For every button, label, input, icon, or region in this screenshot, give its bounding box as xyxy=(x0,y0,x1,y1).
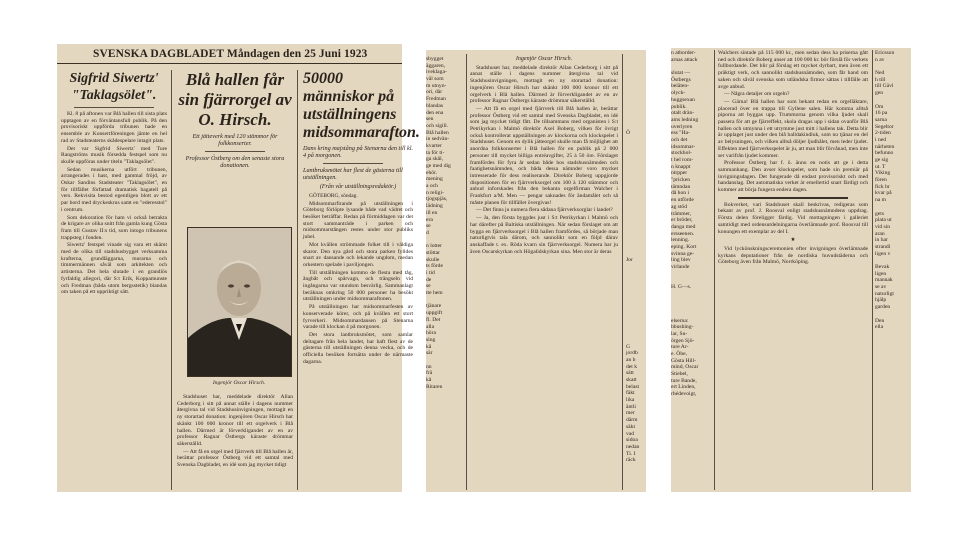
text-fragment: kvar på xyxy=(875,190,892,197)
text-fragment: se av xyxy=(875,284,887,291)
text-fragment: väl som xyxy=(426,76,444,83)
text-fragment xyxy=(875,204,911,211)
subhead: Lantbruksmötet har flest de gästerna till utställningen. xyxy=(303,166,403,181)
text-fragment xyxy=(626,103,648,110)
text-fragment: ts förde xyxy=(426,263,443,270)
text-fragment xyxy=(626,63,648,70)
text-fragment: d xyxy=(426,229,429,236)
text-fragment: Stiebel, xyxy=(671,371,688,377)
text-fragment: Ti. I xyxy=(626,450,636,457)
text-fragment: bbushing- xyxy=(671,324,694,331)
text-fragment: tjänare xyxy=(426,303,442,310)
text-fragment: in har xyxy=(875,237,888,244)
text-fragment: ella xyxy=(875,324,884,331)
text-fragment: tte hem xyxy=(426,290,443,297)
paragraph: — Att få en orgel med fjärrverk till Blå hallen är, berättar professor Östberg vid ett samtal med Svenska Dagbladet, en idé som jag mycket tidigt fått. De tillsammans med organisten i S:t Petrikyrkan i Malmö direktör Axel Boberg, vilken för övrigt också kontrollerat uppställningen av klockorna och klockspelet i Stadshuset. Genom en dylik jätteorgel skulle man få möjlighet att anordna folkkonserter i Blå hallen för en publik på 2 000 personer till mycket billiga entréavgifter, 25 à 50 öre. Förslaget framfördes för fyra år sedan både hos stadshusnämnden och faatighetsnämnden, och båda dessa nämnder voro mycket intresserade för dess realiserande. Direktör Boberg uppgjorde dispositionen för en fjärrverksorgel om 100 à 120 stämmor och anbud inforskades från den bekanta orgelfirman Walcher i Frankfurt a/M. Men — pengar saknades för ändamålet och så måste planen för tillfället övergivas! xyxy=(470,105,618,206)
text-fragment: beläten- xyxy=(671,83,690,90)
cut-column-left xyxy=(426,56,462,390)
paragraph: På utställningen har midsommarfesten av konserverade körer, och på kvällen ett stort fyrverkeri. Midsommardansen på Stenarna varade till klockan 4 på morgonen. xyxy=(303,304,413,331)
text-fragment xyxy=(626,277,648,284)
text-fragment: n religi- xyxy=(426,189,444,196)
cut-column-right xyxy=(626,56,648,464)
column-utstallning xyxy=(303,68,420,366)
text-fragment: blandas xyxy=(426,102,444,109)
text-fragment xyxy=(626,203,648,210)
text-fragment: den ena xyxy=(426,109,444,116)
text-fragment: det k xyxy=(626,363,638,370)
text-fragment: era xyxy=(426,216,433,223)
text-fragment: uppgift xyxy=(426,310,443,317)
text-fragment: alla xyxy=(426,323,435,330)
text-fragment: sidoa xyxy=(626,437,638,444)
text-fragment: se xyxy=(426,283,431,290)
text-fragment: naturligt xyxy=(875,290,894,297)
text-fragment: ams ledning xyxy=(671,116,699,123)
text-fragment: ag stöd xyxy=(671,203,688,210)
text-fragment: Segeltor xyxy=(875,123,894,130)
text-fragment xyxy=(626,170,648,177)
text-fragment xyxy=(875,257,911,264)
text-fragment xyxy=(626,190,648,197)
dek: Dans kring majstång på Stenarna den till kl. 4 på morgonen. xyxy=(303,145,413,160)
text-fragment: frä xyxy=(426,370,433,377)
text-fragment: "pricken xyxy=(671,177,691,184)
text-fragment: H. G—s. xyxy=(671,284,692,291)
paragraph: Mot kvällen strömmade folket till i väldiga skaror. Den nya gård och stora parken fylldes snart av dansande och lekande ungdom, medan orkestern spelade i paviljongen. xyxy=(303,241,413,268)
text-fragment: stockhol- xyxy=(671,150,692,157)
text-fragment xyxy=(671,304,711,311)
text-fragment xyxy=(671,297,711,304)
headline-siwertz: Sigfrid Siwertz' "Taklagsölet". xyxy=(69,71,159,103)
newspaper-clipping-front xyxy=(57,44,420,492)
divider xyxy=(74,107,154,108)
text-fragment: nn xyxy=(426,363,432,370)
text-fragment xyxy=(875,311,911,318)
text-fragment: Ritaren xyxy=(426,383,443,390)
text-fragment: hjälp xyxy=(875,297,887,304)
text-fragment: Bevak xyxy=(875,264,890,270)
column-rule xyxy=(297,70,298,490)
cut-column-left xyxy=(671,50,711,398)
text-fragment: sarna xyxy=(875,116,887,123)
text-fragment: ture Ar- xyxy=(671,344,689,351)
text-fragment: Fredman xyxy=(426,96,446,103)
text-fragment: G xyxy=(626,343,631,350)
text-fragment: 2-tiden xyxy=(875,130,891,137)
text-fragment xyxy=(626,136,648,143)
text-fragment: n lotter xyxy=(426,243,443,250)
paragraph: — Att få en orgel med fjärrverk till Blå hallen är, berättar professor Östberg vid ett samtal med Svenska Dagbladet, en idé som jag mycket tidigt xyxy=(177,448,293,469)
newspaper-clipping-continued-1 xyxy=(426,50,646,492)
text-fragment: ert Linden, xyxy=(671,384,696,391)
text-fragment: iveklaga- xyxy=(426,69,447,76)
text-fragment: ge med dig xyxy=(426,163,451,169)
text-fragment: fick br xyxy=(875,183,890,190)
paragraph: Kl. 8 på aftonen var Blå hallen till sista plats upptagen av en förväntansfull publik. På den provisoriskt uppförda tribunen hade en ensemble av Konsertföreningen jämte en hel rad av Stadsteaterns skådespelare intagit plats. xyxy=(61,111,167,144)
dek: Ett jätteverk med 120 stämmor för folkkonserter. xyxy=(192,133,278,148)
text-fragment: närheten xyxy=(875,143,895,150)
section-divider xyxy=(738,197,848,199)
text-fragment: och sigill. xyxy=(426,122,449,129)
text-fragment: ori, där xyxy=(426,89,443,96)
byline: Ingenjör Oscar Hirsch. xyxy=(515,56,573,62)
text-fragment: huggsexan xyxy=(671,96,695,103)
text-fragment: h till xyxy=(875,76,886,83)
text-fragment: fören xyxy=(875,177,887,184)
text-fragment: jordb xyxy=(626,350,638,357)
paragraph: Midsommarfirande på utställningen i Göteborg förlöpte lysande både vad vädret och besöket beträffar. Redan på förmiddagen var det stort sammanträde i parken och midsommarstången restes under stor publiks jubel. xyxy=(303,200,413,241)
text-fragment: rhédevoigt, xyxy=(671,391,697,398)
text-fragment: ligen v xyxy=(875,250,891,257)
paragraph: Stadshuset har, meddelade direktör Allan Cederborg i sitt på annat ställe i dagens nummer återgivna tal vid Stadshusinvigningen, mottagit en ny storartad donation: ingenjören Oscar Hirsch har skänkt 100 000 kronor till ett orgelverk i Blå hallen. Därmed är förverkligandet av en av professor Ragnar Östbergs käraste drömmar säkerställd. xyxy=(177,394,293,447)
text-fragment: Jor xyxy=(626,256,633,263)
text-fragment: sbygget xyxy=(426,56,444,62)
text-fragment: danga med xyxy=(671,223,696,230)
text-fragment: Om xyxy=(875,103,884,110)
divider xyxy=(205,151,265,152)
text-fragment xyxy=(626,223,648,230)
text-fragment: Östbergs xyxy=(671,76,691,83)
article-body xyxy=(61,111,167,296)
text-fragment: olyck- xyxy=(671,90,686,97)
text-fragment: ture Bande, xyxy=(671,377,697,384)
text-fragment: räck xyxy=(626,457,636,464)
text-fragment: och det xyxy=(671,136,688,143)
text-fragment xyxy=(671,277,711,284)
text-fragment xyxy=(626,250,648,257)
photo-caption: Ingenjör Oscar Hirsch. xyxy=(212,380,266,386)
text-fragment: sing xyxy=(426,336,436,343)
text-fragment xyxy=(626,116,648,123)
text-fragment: i tid xyxy=(426,270,435,276)
text-fragment xyxy=(626,303,648,310)
column-rule xyxy=(714,50,715,490)
paragraph: Till utställningen kommo de flesta med tåg, ångbåt och spårvagn, och trängseln vid ingångarna var stundom besvärlig. Sammanlagt beräknas omkring 50 000 personer ha besökt utställningen under midsommaraftonen. xyxy=(303,269,413,303)
text-fragment xyxy=(626,196,648,203)
column-hirsch xyxy=(177,68,293,172)
text-fragment: ntrpper xyxy=(671,170,688,177)
text-fragment xyxy=(626,283,648,290)
text-fragment: otalt drän- xyxy=(671,110,695,117)
text-fragment: virlande xyxy=(671,264,690,270)
paragraph: — Det finns ju numera flera sådana fjärrverksorglar i landet? xyxy=(476,207,613,214)
text-fragment: belast xyxy=(626,383,640,390)
text-fragment: fäkt xyxy=(626,390,635,397)
byline: (Från vår utställningsredaktör.) xyxy=(319,184,397,191)
text-fragment xyxy=(626,183,648,190)
text-fragment xyxy=(626,243,648,250)
text-fragment: tämndan xyxy=(671,183,691,190)
column-rule xyxy=(622,54,623,490)
text-fragment: ut. T xyxy=(875,163,886,170)
text-fragment: mannak xyxy=(875,277,893,284)
text-fragment: fl. Det xyxy=(426,316,441,323)
text-fragment xyxy=(626,217,648,224)
cut-column-right xyxy=(875,50,911,331)
text-fragment: kå xyxy=(426,377,432,383)
paragraph: Det stora lantbruksmötet, som samlar deltagare från hela landet, har haft flest av de gästerna till utställningen denna vecka, och de officiella besöken fortsätta under de närmaste dagarna. xyxy=(303,331,413,365)
text-fragment: ga skål, xyxy=(426,156,444,163)
text-fragment: ge sig xyxy=(875,157,889,163)
text-fragment: trämmer, xyxy=(671,210,692,217)
text-fragment: plata ut xyxy=(875,217,892,224)
paragraph: Walcbers sintade på 115 000 kr., men sedan dess ha priserna gått ned och direktör Boberg anser att 100 000 kr. bör förslå för verkets fullbordande. Det blir på förslag ett mycket dyrbart, men även ett präktigt verk, och sannolikt stadshusnämnden, som får hand om saken och såväl svenska som utländska firmor sättas i tillfälle att avge anbud. xyxy=(718,50,868,90)
text-fragment xyxy=(626,156,648,163)
subhead: Professor Östberg om den senaste stora donationen. xyxy=(185,154,285,169)
text-fragment xyxy=(626,210,648,217)
text-fragment: kvarter xyxy=(426,142,442,149)
text-fragment: Gösta Hill- xyxy=(671,357,697,364)
headline-hirsch: Blå hallen får sin fjärrorgel av O. Hirsch. xyxy=(178,70,292,129)
text-fragment: skulle xyxy=(426,256,440,263)
paragraph: — Ja, den första byggdes just i S:t Petrikyrkan i Malmö och har därefter på Baltiska utställningen. När sedan förslaget om att bygga en fjärrverksorgel i Blå hallen framfördes, så började man naturligtvis tala därom, och sannolikt som en följd därav anskaffade t. ex. Röda kvarn sin fjärrverksorgel. Numera har ju även Oscarskyrkan och Högalidskyrkan sina. Men stor är deras xyxy=(470,215,618,255)
text-fragment: ess "Ha- xyxy=(671,130,690,137)
star-separator: ★ xyxy=(790,237,796,244)
text-fragment: Ned xyxy=(875,70,885,77)
text-fragment: lenning. xyxy=(671,237,690,244)
text-fragment: elserna: xyxy=(671,317,689,324)
text-fragment: tjogspjäs, xyxy=(426,196,448,203)
paragraph: Professor Östberg har f. ö. ännu en notis att ge i detta sammanhang. Den avser klockspelet, som hade sin premiär på invigningsdagen. Det fungerade då endast provisoriskt och med handanslag. Det automatiska verket är emellertid snart färdigt och kommer att börja fungera endera dagen. xyxy=(718,160,868,194)
column-rule xyxy=(872,50,873,490)
text-fragment: ehör. xyxy=(426,169,438,176)
text-fragment: mer xyxy=(626,410,635,417)
text-fragment xyxy=(626,123,648,130)
text-fragment xyxy=(626,163,648,170)
text-fragment: t hel rom- xyxy=(671,157,694,163)
text-fragment xyxy=(626,96,648,103)
text-fragment: sen xyxy=(426,116,434,123)
text-fragment: e. Öbe, xyxy=(671,350,687,357)
text-fragment: befunno xyxy=(875,150,894,157)
text-fragment xyxy=(626,69,648,76)
text-fragment: arnas attack xyxy=(671,56,698,63)
text-fragment: därm xyxy=(626,417,638,424)
paragraph: Siwertz' festspel vinade sig vara ett skämt med de olika till stadshusbygget verksamma krafterna, grundläggarna, murarna och timmermännen såväl som arkitekten och artisterna. Det hela slutade i en grandiös fyrfaldig allegori, där S:t Erik, Koppamunste och Fredman (båda utom bergsstetik) blandas om taken på ett uppriktigt sätt. xyxy=(61,242,167,296)
paragraph: Sedan musikerna utfört tribunen, arrangerades i hast, med gammal fröjd, av Oskar Sandins Stadsteater "Taklagsölet", en för tillfället författad dramatisk bagatell på vers. Rekvisita bestod egentligen blott av ett par bord med dryckeskrus samt en "ederesstol" i centrum. xyxy=(61,166,167,213)
text-fragment: äntli xyxy=(626,403,636,410)
text-fragment: lika xyxy=(626,397,635,404)
newspaper-clipping-continued-2 xyxy=(671,48,911,492)
text-fragment xyxy=(626,337,648,344)
text-fragment xyxy=(671,291,711,298)
text-fragment xyxy=(626,76,648,83)
text-fragment xyxy=(671,63,711,70)
text-fragment xyxy=(626,330,648,337)
text-fragment: stöttar xyxy=(426,249,440,256)
text-fragment xyxy=(626,297,648,304)
text-fragment xyxy=(626,310,648,317)
paragraph: Som dekoration för ham vi också betrakta de krigare av olika snitt från gamla kung Gösta fram till Gustav II:s tid, som intogo tribunens trappsteg i fonden. xyxy=(61,214,167,241)
text-fragment: vad xyxy=(626,430,635,437)
text-fragment: garden xyxy=(875,304,891,311)
text-fragment xyxy=(626,230,648,237)
text-fragment: Blå hallen xyxy=(426,129,449,136)
text-fragment: n knappt xyxy=(671,163,691,170)
text-fragment: aran xyxy=(875,230,885,237)
text-fragment: mening xyxy=(426,176,443,183)
text-fragment: n av xyxy=(875,56,885,63)
text-fragment: nedan xyxy=(626,443,640,450)
text-fragment: Ö xyxy=(626,129,631,136)
article-continuation xyxy=(718,50,868,267)
text-fragment xyxy=(875,63,911,70)
text-fragment: er bröder, xyxy=(671,217,693,224)
text-fragment: höra xyxy=(426,330,436,337)
text-fragment xyxy=(626,110,648,117)
text-fragment: till Gävl xyxy=(875,83,894,90)
text-fragment: gen xyxy=(875,90,884,97)
article-body-hirsch xyxy=(177,394,293,470)
text-fragment: lar, Su- xyxy=(671,330,688,337)
text-fragment xyxy=(626,89,648,96)
text-fragment xyxy=(626,143,648,150)
column-rule xyxy=(466,54,467,490)
text-fragment: ling blev xyxy=(671,257,691,264)
text-fragment: n atborder- xyxy=(671,50,696,56)
text-fragment xyxy=(626,176,648,183)
paragraph: — Några detaljer om orgeln? xyxy=(724,91,790,98)
text-fragment xyxy=(626,270,648,277)
column-rule xyxy=(171,70,172,490)
text-fragment: se xyxy=(426,223,431,230)
text-fragment: ill en xyxy=(426,209,438,216)
text-fragment xyxy=(875,97,911,104)
text-fragment: en utförde xyxy=(671,197,694,204)
text-fragment: an b xyxy=(626,356,636,363)
text-fragment xyxy=(626,83,648,90)
text-fragment xyxy=(626,290,648,297)
text-fragment: na m xyxy=(875,197,887,204)
text-fragment: svinna ge- xyxy=(671,250,695,257)
text-fragment: ersseenen. xyxy=(671,230,695,237)
text-fragment: vid sin xyxy=(875,223,891,230)
text-fragment: eping. Kort xyxy=(671,243,697,250)
column-siwertz xyxy=(61,68,167,297)
paragraph: — Gärna! Blå hallen har som bekant redan en orgelläktare, placerad över en trappa till Gyllene salen. Här komma alltså piporna att byggas upp. Trummorna genom vilka ljudet skall passera för att ge fjärreffekt, skola dragas upp i sidan ovanför Blå hallen och utmynna i ett utrymme just mitt i hallens tak. Detta blir är upplaget just under den blå balldakindluk, som nu tjänar en del av belysningen, och vilken alltså döljer ljudhålet, men leder ljudet. Effekten med fjärrverksspelet är ju, att man blir förvånad, men inte ser varifrån ljudet kommer. xyxy=(718,98,868,159)
text-fragment: i ned xyxy=(875,136,887,143)
paragraph: Stadshuset har, meddelade direktör Allan Cederborg i sitt på annat ställe i dagens nummer återgivna tal vid Stadshusinvigningen, mottagit en ny storartad donation: ingenjören Oscar Hirsch har skänkt 100 000 kronor till ett orgelverk i Blå hallen. Därmed är förverkligandet av en av professor Ragnar Östbergs käraste drömmar säkerställd. xyxy=(470,64,618,105)
paragraph: Det var Sigfrid Siwertz' med Ture Rangströms musik försedda festspel som nu skulle uppföras under titeln "Taklagsölet". xyxy=(61,145,167,165)
text-fragment: 16 pa xyxy=(875,110,888,117)
divider xyxy=(323,163,383,164)
text-fragment xyxy=(626,263,648,270)
text-fragment: Ericsson xyxy=(875,50,895,56)
headline-utstallning: 50000 människor på utställningens midsommarafton. xyxy=(303,70,420,141)
text-fragment: örgen Sjö- xyxy=(671,337,695,344)
text-fragment: in sedvän- xyxy=(426,136,450,143)
text-fragment: äggaren, xyxy=(426,62,446,69)
text-fragment: ligen xyxy=(875,270,887,277)
portrait-illustration xyxy=(188,228,291,376)
text-fragment: lädning xyxy=(426,203,443,210)
text-fragment xyxy=(626,317,648,324)
text-fragment: a och xyxy=(426,183,438,190)
text-fragment: idsommar- xyxy=(671,143,696,150)
text-fragment: de xyxy=(426,276,432,283)
text-fragment: sär xyxy=(426,350,433,357)
text-fragment: sätt xyxy=(626,370,634,377)
text-fragment: m utnyn- xyxy=(426,82,447,89)
text-fragment: strandl xyxy=(875,243,891,250)
text-fragment: slutat — xyxy=(671,70,691,77)
text-fragment: mind, Oscar xyxy=(671,364,699,371)
masthead: SVENSKA DAGBLADET Måndagen den 25 Juni 1923 xyxy=(57,44,402,64)
text-fragment: kå xyxy=(426,343,432,350)
text-fragment xyxy=(626,56,648,63)
text-fragment: skatt xyxy=(626,377,637,383)
text-fragment xyxy=(626,150,648,157)
text-fragment xyxy=(426,237,462,244)
portrait-photo xyxy=(187,227,292,377)
text-fragment xyxy=(426,357,462,364)
text-fragment: publik. xyxy=(671,103,687,110)
text-fragment xyxy=(671,311,711,318)
dateline: GÖTEBORG, söndag. xyxy=(309,192,358,199)
text-fragment xyxy=(671,271,711,278)
text-fragment: Viking xyxy=(875,170,891,177)
text-fragment: gets xyxy=(875,210,885,217)
text-fragment: ta för ti- xyxy=(426,149,445,156)
text-fragment xyxy=(626,324,648,331)
text-fragment: Den xyxy=(875,317,885,324)
text-fragment xyxy=(426,297,462,304)
paragraph: Vid lyckönskningsceremonien efter invigningen överlämnade kyrkans deputationer från de nordiska huvudstäderna och Göteborg även från Malmö, Norrköping. xyxy=(718,245,868,266)
text-fragment xyxy=(626,237,648,244)
text-fragment: säkt xyxy=(626,423,636,430)
paragraph: Bokverket, vari Stadshuset skall beskrivas, redigeras som bekant av prof. J. Roosval enligt stadshusnämndens uppdrag. Första delen föreligger färdig. Vid mottagningen i galleriet samtidigt med ordensutdelningarna överlämnade prof. Roosval till konungen ett exemplar av del I. xyxy=(718,201,868,235)
article-continuation xyxy=(470,54,618,256)
text-fragment: då hon i xyxy=(671,190,690,197)
text-fragment: uveriyren xyxy=(671,123,693,130)
